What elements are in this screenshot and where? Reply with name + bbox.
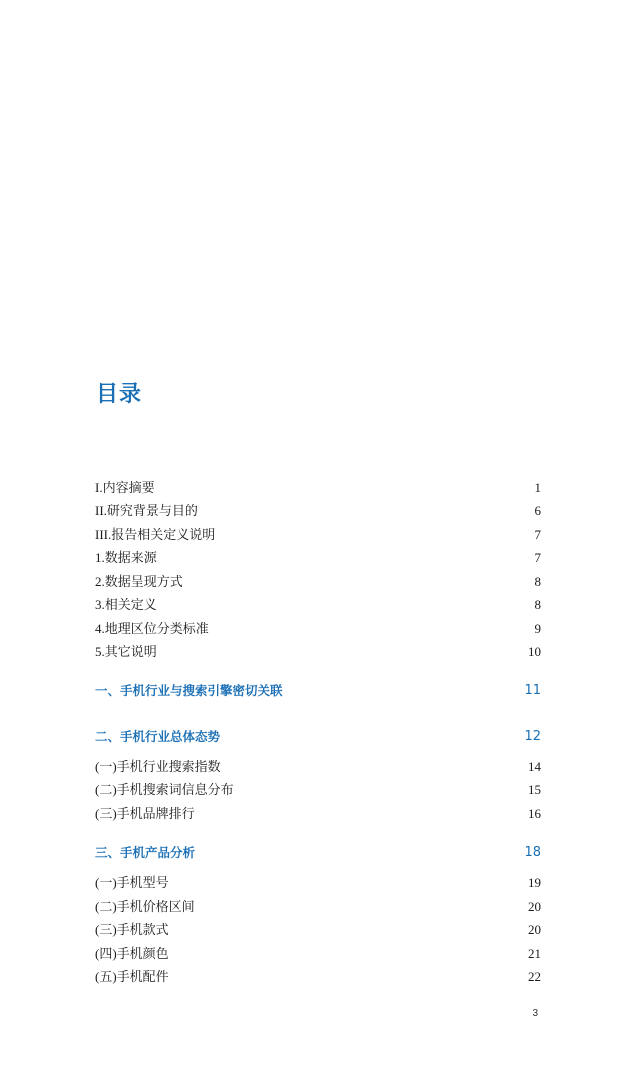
toc-entry-page: 1	[534, 480, 541, 495]
toc-entry-label: (三)手机款式	[95, 922, 169, 937]
toc-entry	[95, 478, 541, 498]
toc-entry-page: 12	[524, 729, 541, 744]
toc-entry-page: 7	[534, 550, 541, 565]
toc-entry	[95, 619, 541, 639]
toc-entry-label: (三)手机品牌排行	[95, 806, 195, 821]
toc-entry-label: 5.其它说明	[95, 644, 157, 659]
toc-entry	[95, 501, 541, 521]
toc-entry-label: (一)手机型号	[95, 875, 169, 890]
toc-entry-label: (二)手机价格区间	[95, 899, 195, 914]
toc-entry	[95, 572, 541, 592]
toc-entry	[95, 967, 541, 987]
toc-entry-page: 9	[534, 621, 541, 636]
toc-entry-label: 二、手机行业总体态势	[95, 729, 221, 744]
toc-entry	[95, 780, 541, 800]
toc-entry-page: 21	[528, 946, 541, 961]
toc-section-heading	[95, 843, 541, 863]
toc-entry-label: 一、手机行业与搜索引擎密切关联	[95, 683, 283, 698]
toc-entry-label: (一)手机行业搜索指数	[95, 759, 221, 774]
toc-section-heading	[95, 727, 541, 747]
toc-entry-label: (五)手机配件	[95, 969, 169, 984]
toc-entry-page: 11	[524, 683, 541, 698]
toc-entry-page: 18	[524, 845, 541, 860]
toc-entry	[95, 548, 541, 568]
toc-entry-label: 1.数据来源	[95, 550, 157, 565]
toc-entry-page: 16	[528, 806, 541, 821]
toc-entry-label: II.研究背景与目的	[95, 503, 198, 518]
toc-entry-page: 10	[528, 644, 541, 659]
toc-entry-page: 8	[534, 597, 541, 612]
toc-entry	[95, 804, 541, 824]
toc-entry-label: 3.相关定义	[95, 597, 157, 612]
toc-entry	[95, 944, 541, 964]
toc-entry-page: 20	[528, 899, 541, 914]
toc-entry-label: III.报告相关定义说明	[95, 527, 216, 542]
toc-entry-label: 4.地理区位分类标准	[95, 621, 209, 636]
toc-entry-label: 三、手机产品分析	[95, 845, 196, 860]
toc-title: 目录	[96, 382, 143, 407]
toc-entry	[95, 595, 541, 615]
toc-entry-page: 6	[534, 503, 541, 518]
toc-entry-page: 20	[528, 922, 541, 937]
toc-entry-label: 2.数据呈现方式	[95, 574, 183, 589]
toc-entry-label: I.内容摘要	[95, 480, 155, 495]
toc-entry-page: 7	[534, 527, 541, 542]
toc-entry-page: 14	[528, 759, 541, 774]
toc-entry	[95, 897, 541, 917]
toc-entry-label: (四)手机颜色	[95, 946, 169, 961]
toc-entry	[95, 920, 541, 940]
toc-entry	[95, 873, 541, 893]
toc-entry-page: 15	[528, 782, 541, 797]
toc-entry	[95, 757, 541, 777]
toc-entry-page: 22	[528, 969, 541, 984]
toc-entry-page: 19	[528, 875, 541, 890]
toc-entry-page: 8	[534, 574, 541, 589]
toc-entry-label: (二)手机搜索词信息分布	[95, 782, 234, 797]
toc-section-heading	[95, 681, 541, 701]
page-number: 3	[532, 1008, 538, 1019]
toc-entry	[95, 642, 541, 662]
toc-entry	[95, 525, 541, 545]
